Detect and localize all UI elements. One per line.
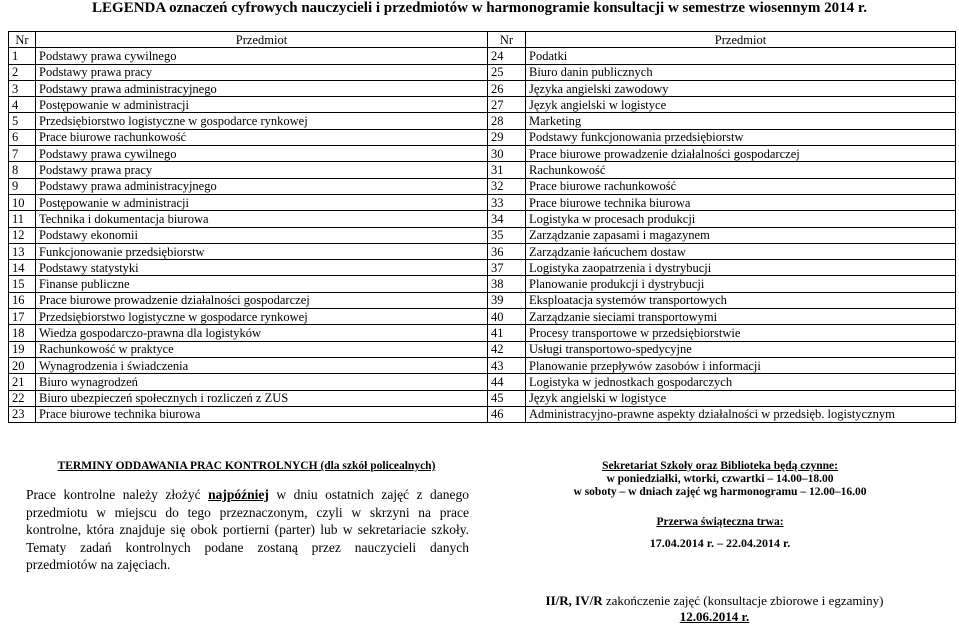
row-subject-right: Administracyjno-prawne aspekty działalności w przedsięb. logistycznym — [526, 406, 956, 422]
row-nr-left: 3 — [9, 80, 36, 96]
deadlines-text-before: Prace kontrolne należy złożyć — [26, 487, 209, 502]
table-row — [9, 162, 956, 178]
table-row — [9, 211, 956, 227]
row-nr-left: 19 — [9, 341, 36, 357]
row-subject-right: Prace biurowe rachunkowość — [526, 178, 956, 194]
deadlines-paragraph — [26, 486, 469, 574]
row-subject-left: Podstawy prawa cywilnego — [36, 48, 488, 64]
row-subject-right: Języka angielski zawodowy — [526, 80, 956, 96]
row-subject-left: Postępowanie w administracji — [36, 97, 488, 113]
row-nr-left: 6 — [9, 129, 36, 145]
table-row — [9, 97, 956, 113]
deadlines-emphasis: najpóźniej — [208, 487, 269, 502]
row-nr-right: 44 — [488, 374, 526, 390]
row-subject-left: Funkcjonowanie przedsiębiorstw — [36, 243, 488, 259]
row-subject-right: Zarządzanie zapasami i magazynem — [526, 227, 956, 243]
ending-note — [470, 593, 959, 625]
table-row — [9, 390, 956, 406]
row-nr-left: 13 — [9, 243, 36, 259]
row-nr-left: 10 — [9, 194, 36, 210]
row-nr-left: 8 — [9, 162, 36, 178]
table-row — [9, 178, 956, 194]
row-nr-right: 46 — [488, 406, 526, 422]
row-subject-left: Podstawy prawa pracy — [36, 64, 488, 80]
row-nr-left: 14 — [9, 260, 36, 276]
deadlines-text-after: w dniu ostatnich zajęć z danego przedmiotu w miejscu do tego przeznaczonym, czyli w skrzyni na prace kontrolne, która znajduje się obok portierni (parter) lub w sekretariacie szkoły. Tematy zadań kontrolnych podane zostaną przez nauczycieli danych przedmiotów na zajęciach. — [26, 487, 470, 572]
row-nr-right: 36 — [488, 243, 526, 259]
row-nr-left: 11 — [9, 211, 36, 227]
row-subject-left: Podstawy prawa administracyjnego — [36, 80, 488, 96]
row-subject-left: Biuro wynagrodzeń — [36, 374, 488, 390]
table-row — [9, 341, 956, 357]
row-subject-right: Język angielski w logistyce — [526, 97, 956, 113]
table-row — [9, 260, 956, 276]
row-nr-left: 7 — [9, 146, 36, 162]
page-title: LEGENDA oznaczeń cyfrowych nauczycieli i przedmiotów w harmonogramie konsultacji w semestrze wiosennym 2014 r. — [92, 0, 867, 16]
row-nr-right: 26 — [488, 80, 526, 96]
office-hours-heading: Sekretariat Szkoły oraz Biblioteka będą czynne: — [602, 460, 838, 472]
row-nr-left: 16 — [9, 292, 36, 308]
deadlines-heading: TERMINY ODDAWANIA PRAC KONTROLNYCH (dla szkół policealnych) — [57, 460, 436, 472]
row-nr-left: 22 — [9, 390, 36, 406]
holiday-break-dates: 17.04.2014 r. – 22.04.2014 r. — [649, 536, 791, 550]
row-subject-right: Usługi transportowo-spedycyjne — [526, 341, 956, 357]
row-subject-right: Marketing — [526, 113, 956, 129]
row-subject-left: Podstawy prawa pracy — [36, 162, 488, 178]
row-subject-right: Planowanie produkcji i dystrybucji — [526, 276, 956, 292]
legend-table — [8, 31, 956, 423]
table-row — [9, 374, 956, 390]
table-row — [9, 276, 956, 292]
row-nr-left: 4 — [9, 97, 36, 113]
row-subject-right: Logistyka zaopatrzenia i dystrybucji — [526, 260, 956, 276]
ending-note-groups: II/R, IV/R — [545, 593, 603, 608]
row-subject-left: Przedsiębiorstwo logistyczne w gospodarce rynkowej — [36, 113, 488, 129]
row-nr-right: 31 — [488, 162, 526, 178]
row-nr-right: 40 — [488, 309, 526, 325]
row-nr-left: 21 — [9, 374, 36, 390]
row-subject-left: Wynagrodzenia i świadczenia — [36, 357, 488, 373]
row-subject-right: Podatki — [526, 48, 956, 64]
row-nr-left: 20 — [9, 357, 36, 373]
row-subject-right: Zarządzanie łańcuchem dostaw — [526, 243, 956, 259]
row-subject-right: Biuro danin publicznych — [526, 64, 956, 80]
row-subject-right: Rachunkowość — [526, 162, 956, 178]
row-subject-left: Prace biurowe technika biurowa — [36, 406, 488, 422]
row-subject-left: Finanse publiczne — [36, 276, 488, 292]
row-subject-right: Prace biurowe prowadzenie działalności gospodarczej — [526, 146, 956, 162]
office-hours-weekdays: w poniedziałki, wtorki, czwartki – 14.00–18.00 — [606, 473, 834, 485]
row-subject-right: Prace biurowe technika biurowa — [526, 194, 956, 210]
header-nr: Nr — [488, 32, 526, 48]
row-nr-right: 37 — [488, 260, 526, 276]
row-subject-left: Prace biurowe prowadzenie działalności gospodarczej — [36, 292, 488, 308]
row-nr-right: 33 — [488, 194, 526, 210]
row-nr-left: 12 — [9, 227, 36, 243]
row-nr-left: 15 — [9, 276, 36, 292]
row-nr-left: 1 — [9, 48, 36, 64]
row-nr-right: 34 — [488, 211, 526, 227]
row-subject-right: Procesy transportowe w przedsiębiorstwie — [526, 325, 956, 341]
row-subject-right: Eksploatacja systemów transportowych — [526, 292, 956, 308]
table-row — [9, 357, 956, 373]
row-subject-left: Biuro ubezpieczeń społecznych i rozliczeń z ZUS — [36, 390, 488, 406]
row-subject-right: Logistyka w jednostkach gospodarczych — [526, 374, 956, 390]
table-row — [9, 113, 956, 129]
row-nr-right: 27 — [488, 97, 526, 113]
table-row — [9, 129, 956, 145]
row-subject-right: Logistyka w procesach produkcji — [526, 211, 956, 227]
row-subject-right: Podstawy funkcjonowania przedsiębiorstw — [526, 129, 956, 145]
table-row — [9, 309, 956, 325]
row-nr-right: 25 — [488, 64, 526, 80]
table-header-row — [9, 32, 956, 48]
header-subject: Przedmiot — [36, 32, 488, 48]
table-row — [9, 292, 956, 308]
holiday-break-title: Przerwa świąteczna trwa: — [656, 516, 784, 528]
deadlines-section — [26, 460, 469, 574]
row-subject-left: Prace biurowe rachunkowość — [36, 129, 488, 145]
header-subject: Przedmiot — [526, 32, 956, 48]
row-subject-left: Przedsiębiorstwo logistyczne w gospodarce rynkowej — [36, 309, 488, 325]
row-nr-right: 35 — [488, 227, 526, 243]
table-row — [9, 80, 956, 96]
office-hours-saturdays: w soboty – w dniach zajęć wg harmonogramu – 12.00–16.00 — [573, 486, 867, 498]
row-nr-left: 2 — [9, 64, 36, 80]
row-subject-right: Język angielski w logistyce — [526, 390, 956, 406]
header-nr: Nr — [9, 32, 36, 48]
row-nr-left: 9 — [9, 178, 36, 194]
table-row — [9, 325, 956, 341]
row-nr-right: 30 — [488, 146, 526, 162]
row-subject-right: Planowanie przepływów zasobów i informacji — [526, 357, 956, 373]
ending-note-date: 12.06.2014 r. — [679, 609, 750, 624]
ending-note-text: zakończenie zajęć (konsultacje zbiorowe i egzaminy) — [602, 593, 884, 608]
row-subject-left: Rachunkowość w praktyce — [36, 341, 488, 357]
office-hours-section — [525, 460, 915, 551]
row-nr-right: 41 — [488, 325, 526, 341]
row-nr-right: 38 — [488, 276, 526, 292]
row-nr-right: 45 — [488, 390, 526, 406]
row-subject-left: Wiedza gospodarczo-prawna dla logistyków — [36, 325, 488, 341]
row-nr-right: 43 — [488, 357, 526, 373]
row-nr-left: 18 — [9, 325, 36, 341]
row-nr-right: 28 — [488, 113, 526, 129]
row-nr-right: 39 — [488, 292, 526, 308]
table-row — [9, 243, 956, 259]
row-subject-left: Postępowanie w administracji — [36, 194, 488, 210]
row-nr-right: 24 — [488, 48, 526, 64]
row-nr-right: 32 — [488, 178, 526, 194]
table-row — [9, 227, 956, 243]
row-subject-left: Podstawy ekonomii — [36, 227, 488, 243]
row-nr-left: 17 — [9, 309, 36, 325]
table-row — [9, 64, 956, 80]
table-row — [9, 146, 956, 162]
row-nr-left: 5 — [9, 113, 36, 129]
row-subject-left: Podstawy statystyki — [36, 260, 488, 276]
row-subject-right: Zarządzanie sieciami transportowymi — [526, 309, 956, 325]
row-nr-left: 23 — [9, 406, 36, 422]
row-nr-right: 29 — [488, 129, 526, 145]
row-subject-left: Podstawy prawa cywilnego — [36, 146, 488, 162]
row-subject-left: Podstawy prawa administracyjnego — [36, 178, 488, 194]
row-nr-right: 42 — [488, 341, 526, 357]
table-row — [9, 48, 956, 64]
row-subject-left: Technika i dokumentacja biurowa — [36, 211, 488, 227]
table-row — [9, 406, 956, 422]
table-row — [9, 194, 956, 210]
